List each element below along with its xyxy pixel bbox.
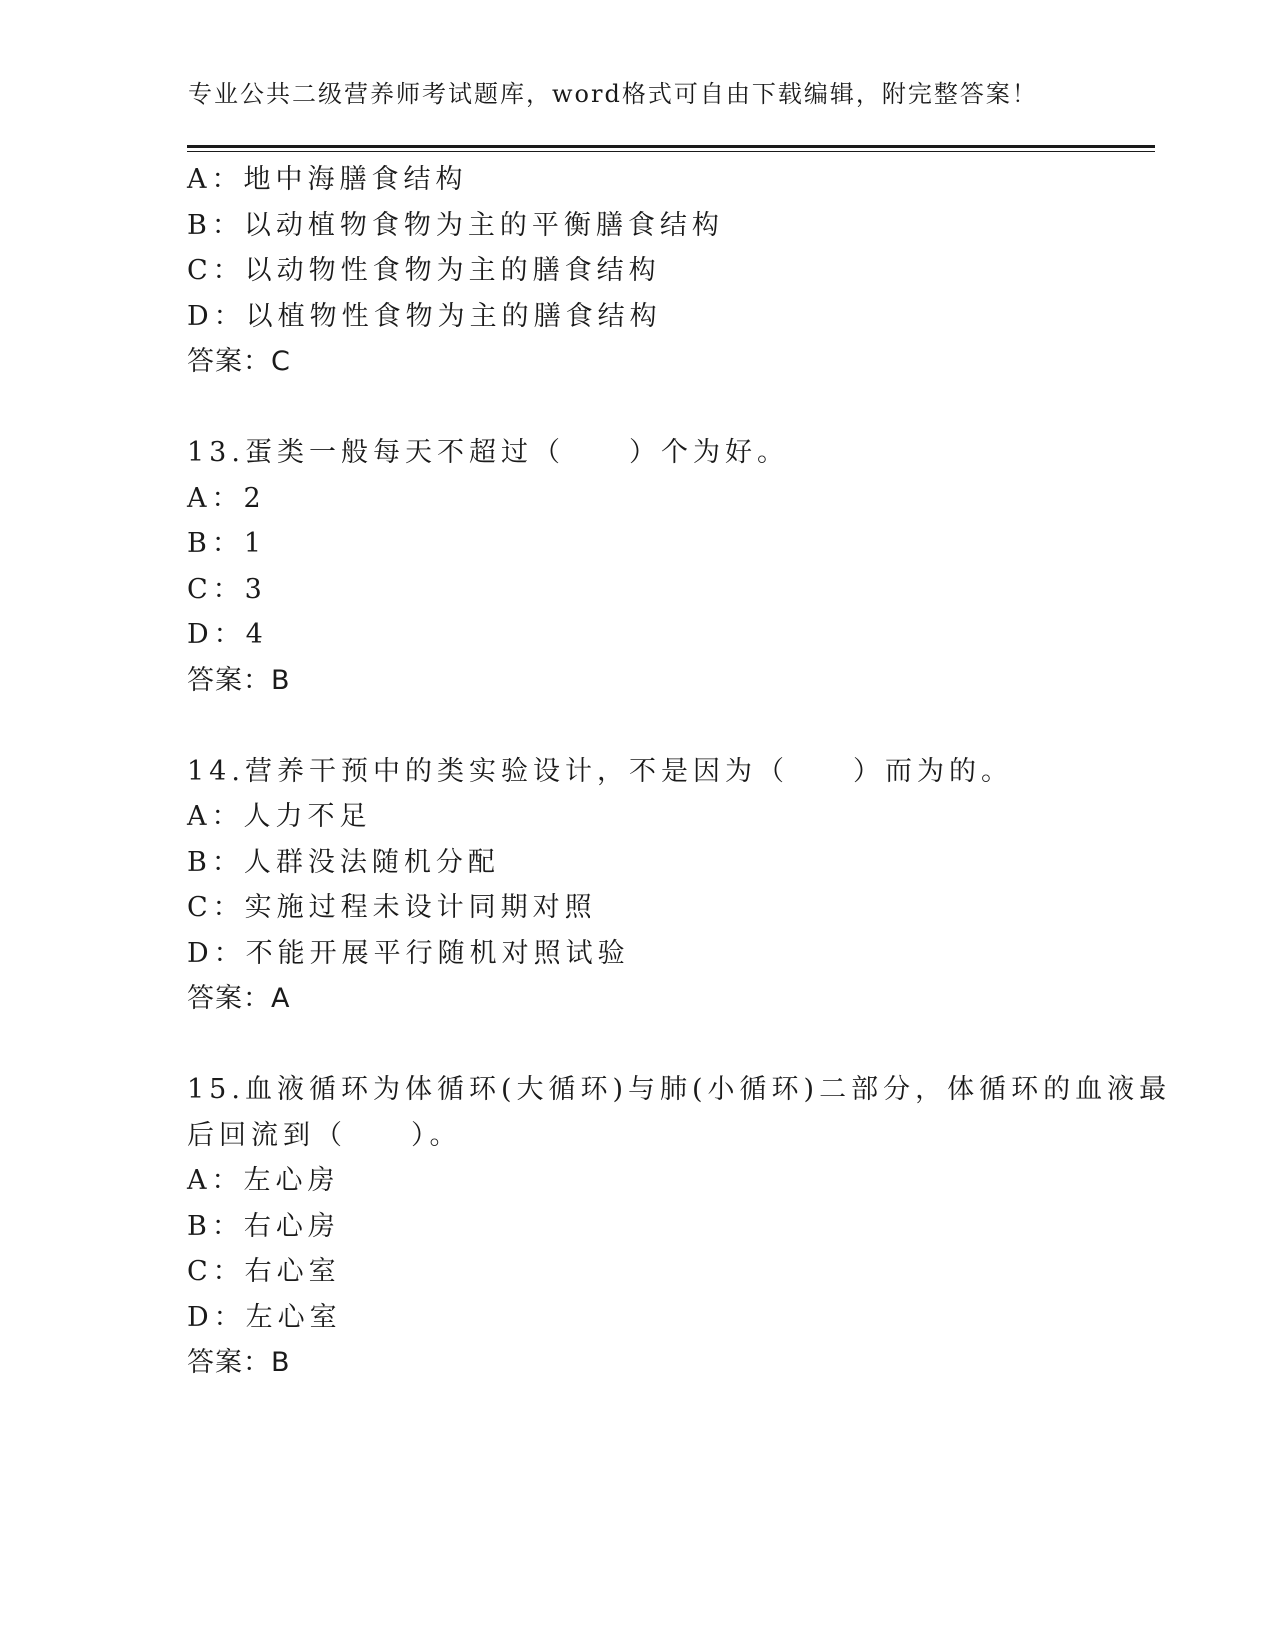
option-a: A：左心房 — [187, 1165, 340, 1196]
answer-line: 答案：B — [187, 664, 291, 696]
header-rule-thick — [187, 145, 1155, 148]
question-14 — [187, 749, 1087, 1022]
answer-line: 答案：A — [187, 983, 291, 1014]
page-header-text: 专业公共二级营养师考试题库，word格式可自由下载编辑，附完整答案！ — [188, 80, 1038, 108]
question-12-partial — [187, 157, 1087, 385]
option-c: C：3 — [187, 573, 267, 605]
option-b: B：右心房 — [187, 1210, 340, 1242]
question-stem-line-1: 15.血液循环为体循环(大循环)与肺(小循环)二部分，体循环的血液最 — [187, 1074, 1172, 1105]
spacer — [187, 1022, 1087, 1068]
option-d: D：4 — [187, 619, 268, 650]
question-stem: 13.蛋类一般每天不超过（ ）个为好。 — [187, 437, 789, 468]
option-c: C：以动物性食物为主的膳食结构 — [187, 255, 661, 286]
answer-line: 答案：B — [187, 1347, 291, 1378]
option-b: B：以动植物食物为主的平衡膳食结构 — [187, 209, 724, 241]
question-list — [187, 157, 1172, 1386]
question-15 — [187, 1067, 1172, 1386]
option-d: D：左心室 — [187, 1301, 342, 1333]
option-c: C：实施过程未设计同期对照 — [187, 892, 597, 923]
option-c: C：右心室 — [187, 1256, 341, 1287]
question-13 — [187, 430, 1087, 703]
option-a: A：2 — [187, 482, 266, 514]
spacer — [187, 385, 1087, 431]
question-stem-line-2: 后回流到（ ）。 — [187, 1119, 462, 1151]
option-a: A：地中海膳食结构 — [187, 164, 468, 195]
option-b: B：人群没法随机分配 — [187, 846, 500, 878]
answer-line: 答案：C — [187, 346, 291, 377]
question-stem: 14.营养干预中的类实验设计，不是因为（ ）而为的。 — [187, 755, 1013, 787]
header-rule-thin — [187, 151, 1155, 152]
option-d: D：以植物性食物为主的膳食结构 — [187, 300, 662, 332]
option-d: D：不能开展平行随机对照试验 — [187, 937, 630, 969]
option-b: B：1 — [187, 528, 267, 559]
option-a: A：人力不足 — [187, 801, 372, 832]
spacer — [187, 703, 1087, 749]
